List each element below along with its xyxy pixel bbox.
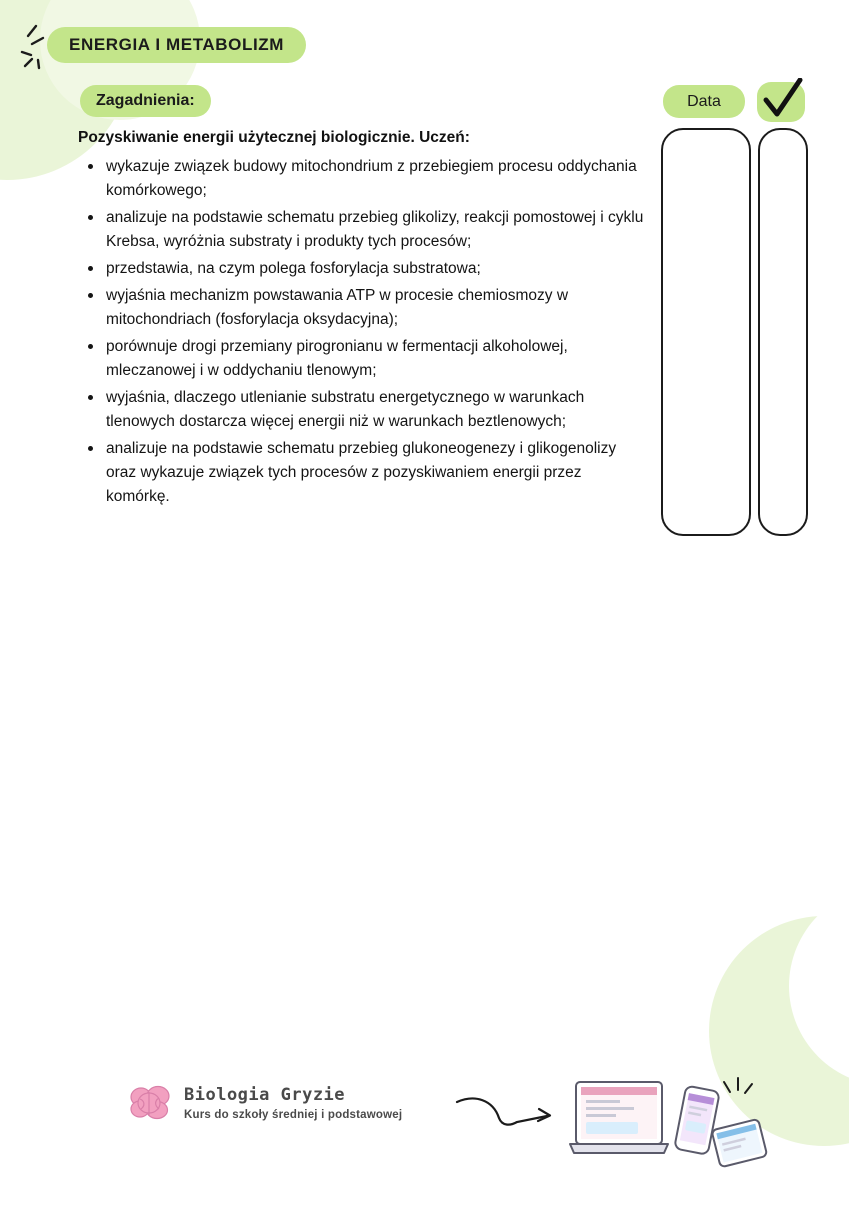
- brain-icon: [128, 1084, 172, 1122]
- brand-subtitle: Kurs do szkoły średniej i podstawowej: [184, 1108, 403, 1121]
- date-header-pill: [663, 85, 745, 118]
- list-item: analizuje na podstawie schematu przebieg glikolizy, reakcji pomostowej i cyklu Krebsa, wyróżnia substraty i produkty tych procesów;: [78, 206, 648, 254]
- brand-title: Biologia Gryzie: [184, 1085, 346, 1106]
- list-item: przedstawia, na czym polega fosforylacja substratowa;: [78, 257, 648, 281]
- topics-header-pill: [80, 85, 211, 117]
- devices-illustration: [568, 1070, 768, 1175]
- check-mark-icon: [758, 78, 806, 122]
- page-footer: [0, 1070, 849, 1180]
- content-lead: Pozyskiwanie energii użytecznej biologicznie. Uczeń:: [78, 129, 470, 146]
- brand-text: [184, 1085, 402, 1120]
- check-answer-box[interactable]: [758, 128, 808, 536]
- list-item: analizuje na podstawie schematu przebieg glukoneogenezy i glikogenolizy oraz wykazuje związek tych procesów z pozyskiwaniem energii przez komórkę.: [78, 437, 648, 509]
- list-item: wyjaśnia, dlaczego utlenianie substratu energetycznego w warunkach tlenowych dostarcza więcej energii niż w warunkach beztlenowych;: [78, 386, 648, 434]
- page-title: ENERGIA I METABOLIZM: [69, 35, 285, 54]
- date-header-label: Data: [687, 92, 721, 110]
- brand-block: [128, 1084, 402, 1122]
- page-title-pill: [47, 27, 306, 63]
- list-item: wyjaśnia mechanizm powstawania ATP w procesie chemiosmozy w mitochondriach (fosforylacja oksydacyjna);: [78, 284, 648, 332]
- list-item: wykazuje związek budowy mitochondrium z przebiegiem procesu oddychania komórkowego;: [78, 155, 648, 203]
- topics-content: [78, 126, 648, 512]
- list-item: porównuje drogi przemiany pirogronianu w fermentacji alkoholowej, mleczanowej i w oddychaniu tlenowym;: [78, 335, 648, 383]
- topics-header-label: Zagadnienia:: [96, 92, 195, 109]
- curved-arrow-icon: [455, 1092, 563, 1138]
- date-answer-box[interactable]: [661, 128, 751, 536]
- requirements-list: [78, 155, 648, 509]
